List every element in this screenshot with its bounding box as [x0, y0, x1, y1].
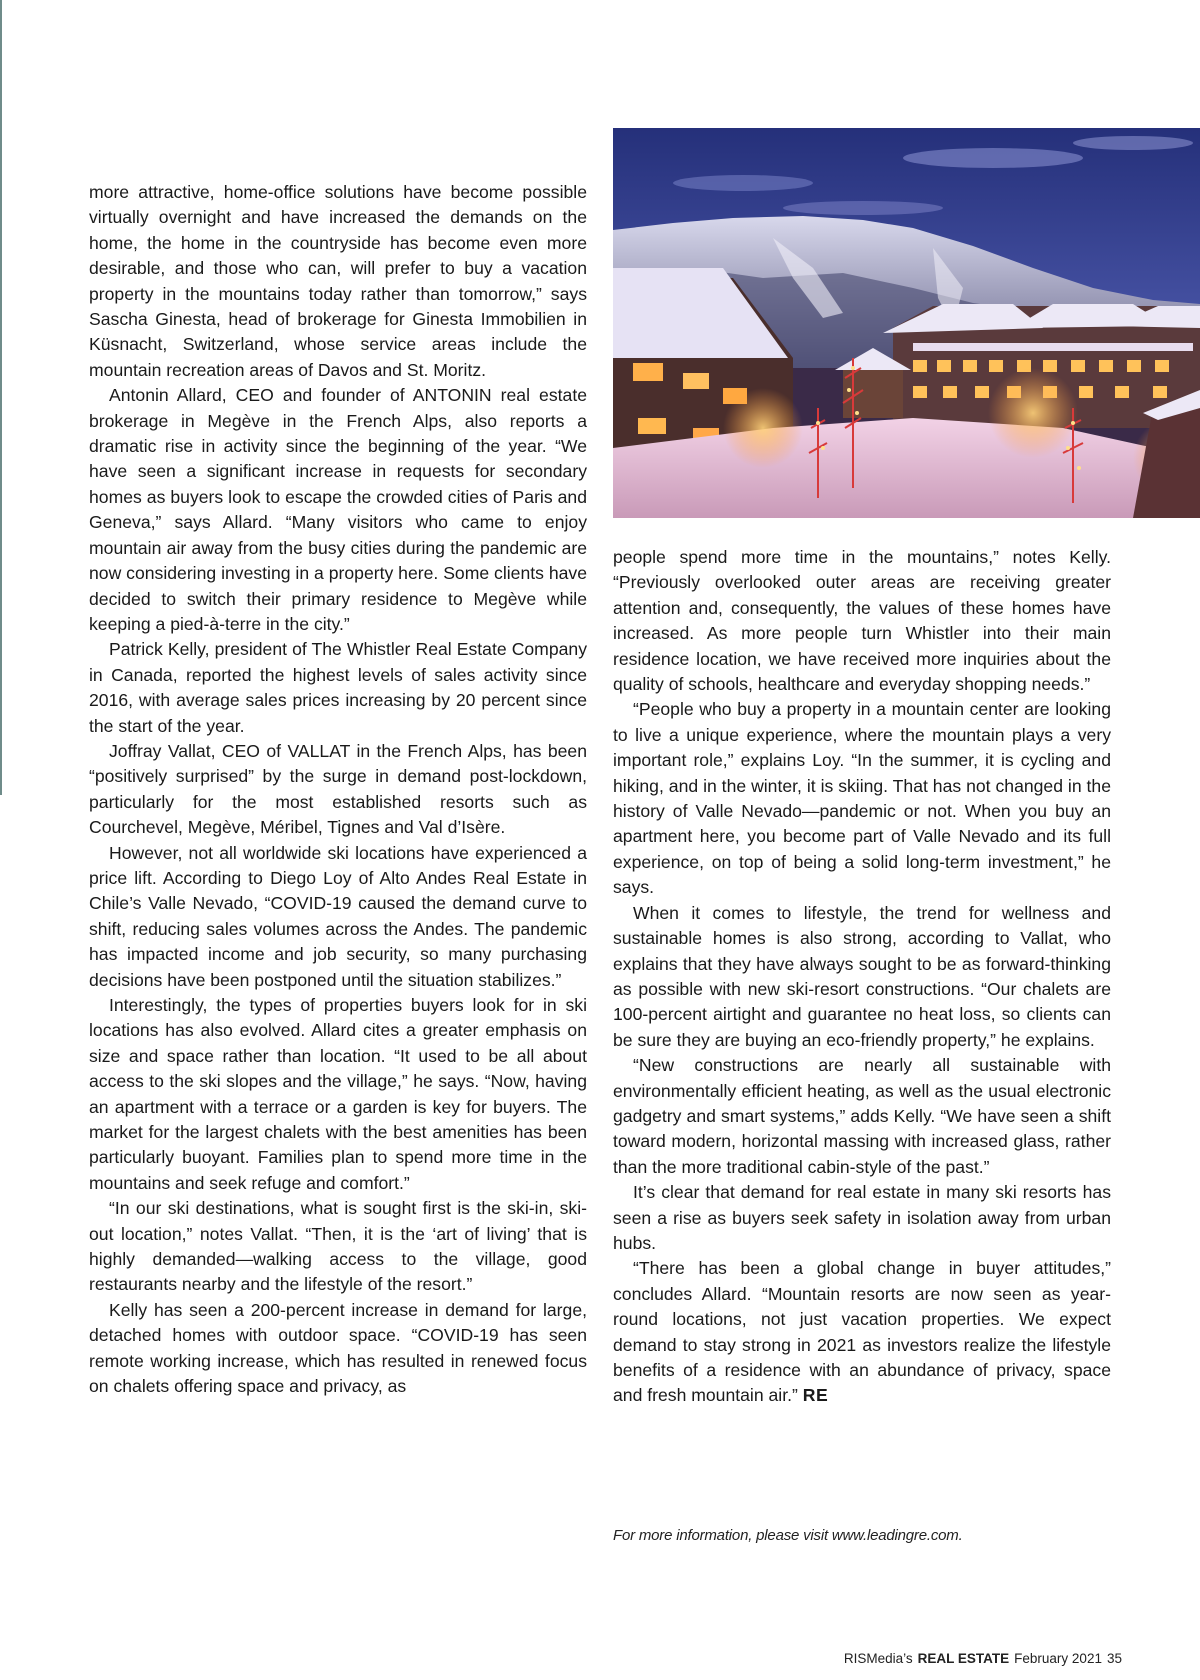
paragraph: more attractive, home-office solutions have become possible virtually overnight and have increased the demands on the home, the home in the countryside has become even more desirable, and those who can, will prefer to buy a vacation property in the mountains today rather than tomorrow,” says Sascha Ginesta, head of brokerage for Ginesta Immobilien in Küsnacht, Switzerland, whose service areas include the mountain recreation areas of Davos and St. Moritz. — [89, 182, 587, 380]
paragraph: When it comes to lifestyle, the trend for wellness and sustainable homes is also strong, according to Vallat, who explains that they have always sought to be as forward-thinking as possible with new ski-resort constructions. “Our chalets are 100-percent airtight and guarantee no heat loss, so clients can be sure they are buying an eco-friendly property,” he explains. — [613, 902, 1111, 1050]
paragraph: Patrick Kelly, president of The Whistler Real Estate Company in Canada, reported the highest levels of sales activity since 2016, with average sales prices increasing by 20 percent since the start of the year. — [89, 639, 587, 736]
article-right-column — [613, 545, 1111, 1409]
issue-date: February 2021 — [1014, 1651, 1102, 1666]
paragraph: “People who buy a property in a mountain center are looking to live a unique experience, where the mountain plays a very important role,” explains Loy. “In the summer, it is cycling and hiking, and in the winter, it is skiing. That has not changed in the history of Valle Nevado—pandemic or not. When you buy an apartment here, you become part of Valle Nevado and its full experience, on top of being a solid long-term investment,” he says. — [613, 699, 1111, 898]
page-number: 35 — [1106, 1651, 1122, 1666]
paragraph: It’s clear that demand for real estate in many ski resorts has seen a rise as buyers seek safety in isolation away from urban hubs. — [613, 1182, 1111, 1253]
paragraph: “New constructions are nearly all sustainable with environmentally efficient heating, as well as the usual electronic gadgetry and smart systems,” adds Kelly. “We have seen a shift toward modern, horizontal massing with increased glass, rather than the more traditional cabin-style of the past.” — [613, 1055, 1111, 1177]
page-edge-rule — [0, 0, 2, 795]
paragraph: Kelly has seen a 200-percent increase in demand for large, detached homes with outdoor space. “COVID-19 has seen remote working increase, which has resulted in renewed focus on chalets offering space and privacy, as — [89, 1299, 587, 1397]
paragraph: people spend more time in the mountains,” notes Kelly. “Previously overlooked outer areas are receiving greater attention and, consequently, the values of these homes have increased. As more people turn Whistler into their main residence location, we have received more inquiries about the quality of schools, healthcare and everyday shopping needs.” — [613, 547, 1111, 695]
paragraph: Antonin Allard, CEO and founder of ANTONIN real estate brokerage in Megève in the French Alps, also reports a dramatic rise in activity since the beginning of the year. “We have seen a significant increase in requests for secondary homes as buyers look to escape the crowded cities of Paris and Geneva,” says Allard. “Many visitors who came to enjoy mountain air away from the busy cities during the pandemic are now considering investing in a property here. Some clients have decided to switch their primary residence to Megève while keeping a pied-à-terre in the city.” — [89, 385, 587, 634]
page-footer — [844, 1651, 1122, 1666]
paragraph-text: “There has been a global change in buyer attitudes,” concludes Allard. “Mountain resorts are now seen as year-round locations, not just vacation properties. We expect demand to stay strong in 2021 as investors realize the lifestyle benefits of a residence with an abundance of privacy, space and fresh mountain air.” — [613, 1258, 1111, 1406]
ski-village-photo — [613, 128, 1200, 518]
more-info-note: For more information, please visit www.leadingre.com. — [613, 1527, 963, 1544]
paragraph — [613, 1256, 1111, 1408]
paragraph: Interestingly, the types of properties buyers look for in ski locations has also evolved. Allard cites a greater emphasis on size and space rather than location. “It used to be all about access to the ski slopes and the village,” he says. “Now, having an apartment with a terrace or a garden is key for buyers. The market for the largest chalets with the best amenities has been particularly buoyant. Families plan to spend more time in the mountains and seek refuge and comfort.” — [89, 995, 587, 1193]
paragraph: “In our ski destinations, what is sought first is the ski-in, ski-out location,” notes Vallat. “Then, it is the ‘art of living’ that is highly demanded—walking access to the village, good restaurants nearby and the lifestyle of the resort.” — [89, 1198, 587, 1295]
magazine-brand: REAL ESTATE — [917, 1651, 1010, 1666]
end-mark: RE — [802, 1385, 829, 1406]
publication-name: RISMedia’s — [843, 1651, 913, 1666]
paragraph: However, not all worldwide ski locations have experienced a price lift. According to Diego Loy of Alto Andes Real Estate in Chile’s Valle Nevado, “COVID-19 caused the demand curve to shift, reducing sales volumes across the Andes. The pandemic has impacted income and job security, so many purchasing decisions have been postponed until the situation stabilizes.” — [89, 842, 587, 990]
paragraph: Joffray Vallat, CEO of VALLAT in the French Alps, has been “positively surprised” by the surge in demand post-lockdown, particularly for the most established resorts such as Courchevel, Megève, Méribel, Tignes and Val d’Isère. — [89, 740, 587, 838]
article-left-column — [89, 180, 587, 1400]
